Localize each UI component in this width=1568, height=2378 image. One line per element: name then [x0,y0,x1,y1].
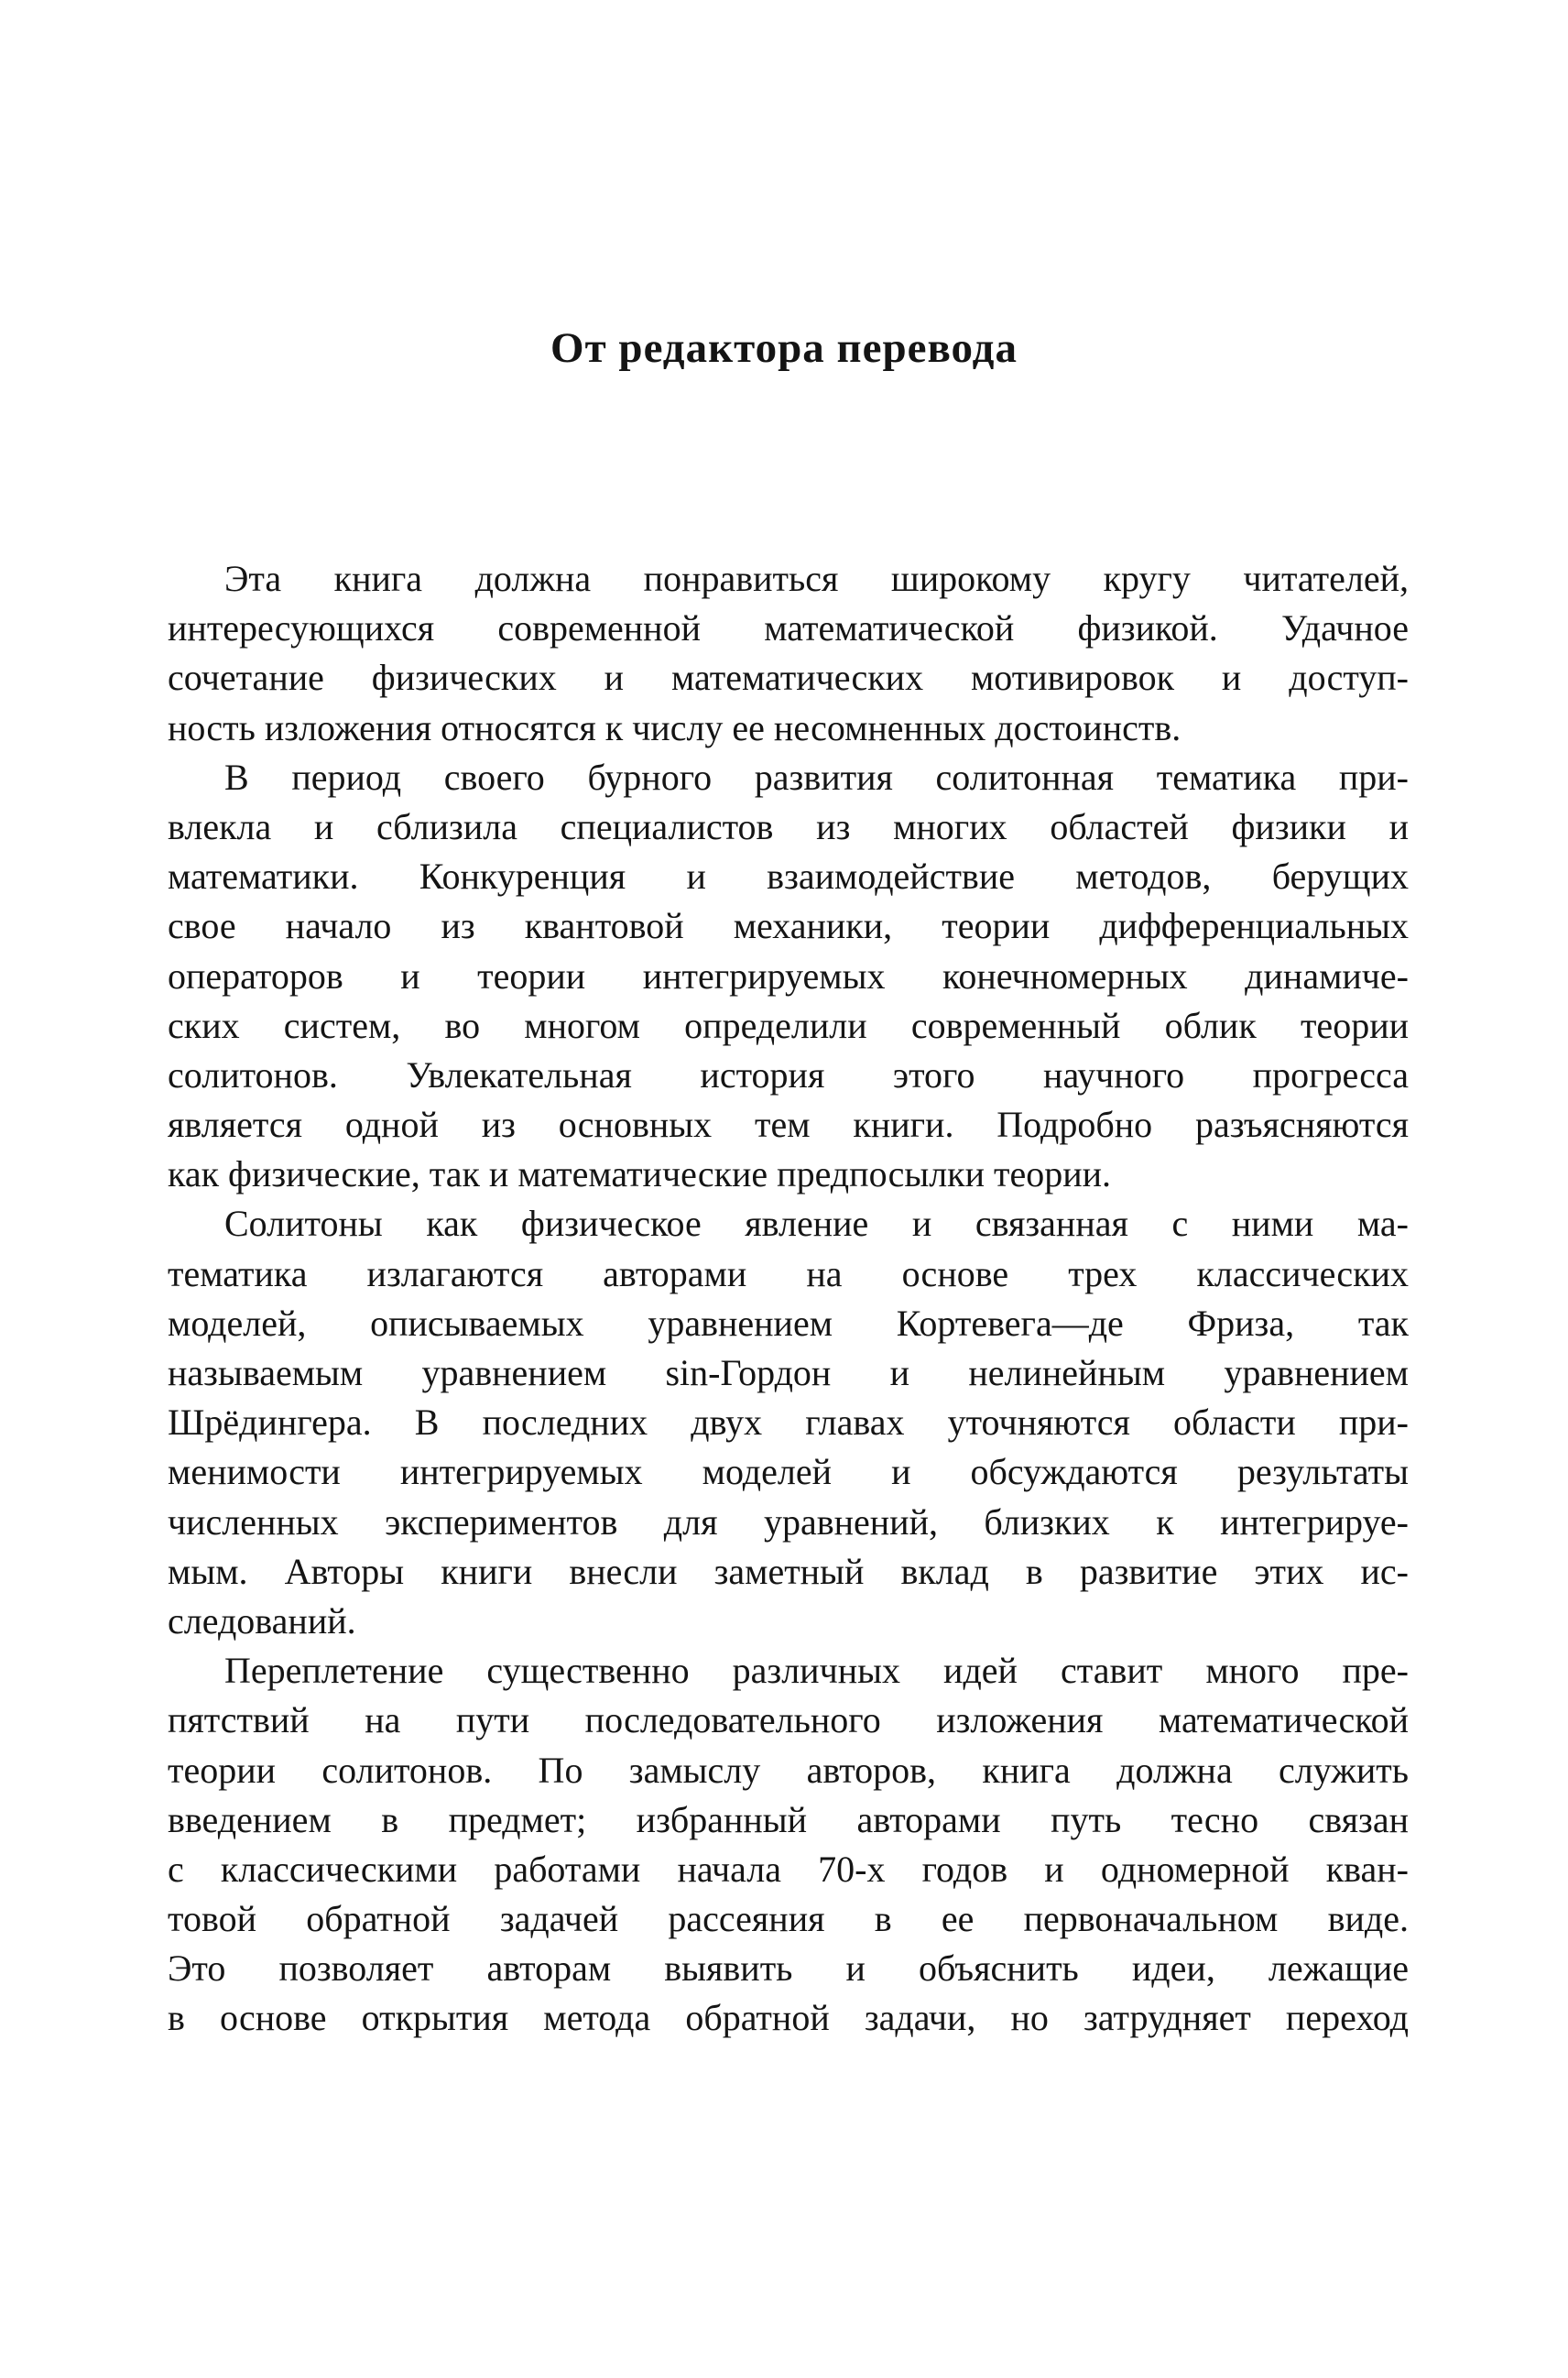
text-line: моделей, описываемых уравнением Кортевега—де Фриза, так [168,1302,1409,1344]
text-line: В период своего бурного развития солитонная тематика при- [224,756,1409,798]
text-line: Это позволяет авторам выявить и объяснить идеи, лежащие [168,1947,1409,1990]
text-line: свое начало из квантовой механики, теории дифференциальных [168,905,1409,947]
text-line: ских систем, во многом определили современный облик теории [168,1004,1409,1046]
text-line: менимости интегрируемых моделей и обсуждаются результаты [168,1451,1409,1493]
text-line: Эта книга должна понравиться широкому кругу читателей, [224,558,1409,599]
page-title: От редактора перевода [550,324,1018,372]
body-text [168,554,1409,2044]
text-line: математики. Конкуренция и взаимодействие методов, берущих [168,856,1409,898]
text-line: ность изложения относятся к числу ее несомненных достоинств. [168,706,1181,748]
text-line: Шрёдингера. В последних двух главах уточняются области при- [168,1402,1409,1444]
text-line: тематика излагаются авторами на основе трех классических [168,1252,1409,1294]
text-line: пятствий на пути последовательного изложения математической [168,1699,1409,1741]
text-line: солитонов. Увлекательная история этого научного прогресса [168,1053,1409,1096]
text-line: является одной из основных тем книги. Подробно разъясняются [168,1104,1409,1146]
text-line: теории солитонов. По замыслу авторов, книга должна служить [168,1749,1409,1791]
text-line: следований. [168,1599,356,1642]
text-line: мым. Авторы книги внесли заметный вклад в развитие этих ис- [168,1550,1409,1592]
text-line: с классическими работами начала 70-х годов и одномерной кван- [168,1848,1409,1890]
text-line: Солитоны как физическое явление и связанная с ними ма- [224,1203,1409,1245]
text-line: называемым уравнением sin-Гордон и нелинейным уравнением [168,1352,1409,1393]
text-line: введением в предмет; избранный авторами путь тесно связан [168,1798,1409,1840]
text-line: операторов и теории интегрируемых конечномерных динамиче- [168,954,1409,997]
text-line: влекла и сблизила специалистов из многих областей физики и [168,805,1409,847]
text-line: как физические, так и математические предпосылки теории. [168,1153,1112,1195]
text-line: численных экспериментов для уравнений, близких к интегрируе- [168,1500,1409,1543]
text-line: сочетание физических и математических мотивировок и доступ- [168,657,1409,699]
text-line: в основе открытия метода обратной задачи, но затрудняет переход [168,1997,1409,2039]
text-line: интересующихся современной математической физикой. Удачное [168,607,1409,649]
text-line: Переплетение существенно различных идей ставит много пре- [224,1650,1409,1692]
text-line: товой обратной задачей рассеяния в ее первоначальном виде. [168,1898,1409,1940]
